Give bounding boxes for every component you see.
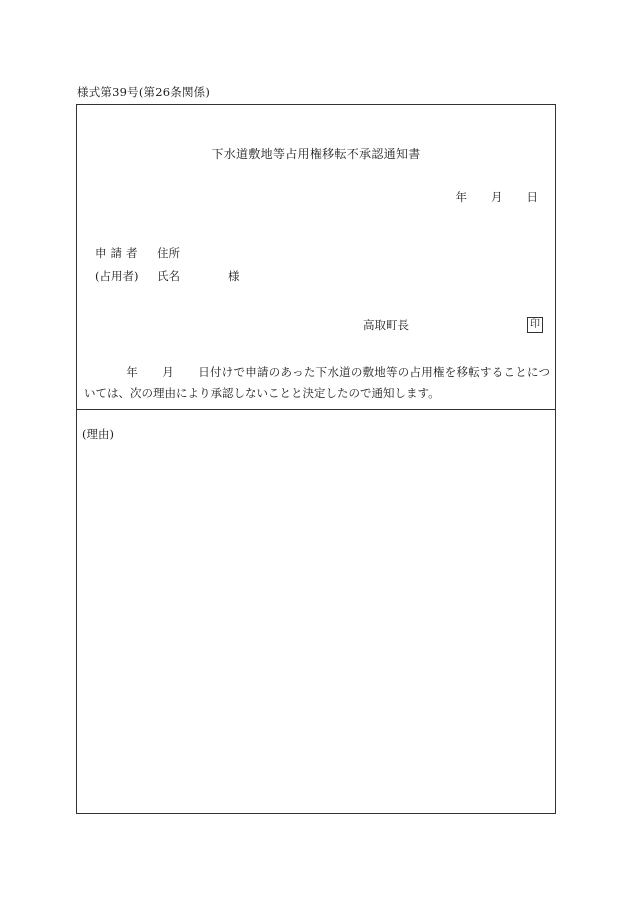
form-number: 様式第39号(第26条関係) bbox=[77, 85, 211, 99]
body-text: 日付けで申請のあった下水道の敷地等の占用権を移転することについては、次の理由により承認しないことと決定したので通知します。 bbox=[84, 365, 551, 400]
document-title: 下水道敷地等占用権移転不承認通知書 bbox=[211, 147, 421, 161]
address-label: 住所 bbox=[157, 246, 180, 260]
applicant-name-row bbox=[95, 268, 240, 284]
date-month: 月 bbox=[491, 190, 503, 204]
reason-label: (理由) bbox=[82, 427, 114, 441]
body-month: 月 bbox=[162, 365, 174, 379]
date-year: 年 bbox=[455, 190, 467, 204]
mayor-title: 高取町長 bbox=[363, 318, 409, 332]
notice-section bbox=[77, 105, 555, 410]
honorific: 様 bbox=[228, 269, 240, 283]
seal-mark: 印 bbox=[527, 317, 543, 333]
occupant-label: (占用者) bbox=[95, 269, 139, 283]
applicant-label: 申請者 bbox=[95, 246, 142, 260]
name-label: 氏名 bbox=[157, 269, 180, 283]
form-frame bbox=[76, 104, 556, 814]
body-year: 年 bbox=[126, 365, 138, 379]
applicant-address-row bbox=[95, 245, 180, 261]
date-line bbox=[456, 189, 539, 205]
date-day: 日 bbox=[526, 190, 538, 204]
notice-body bbox=[84, 362, 550, 404]
